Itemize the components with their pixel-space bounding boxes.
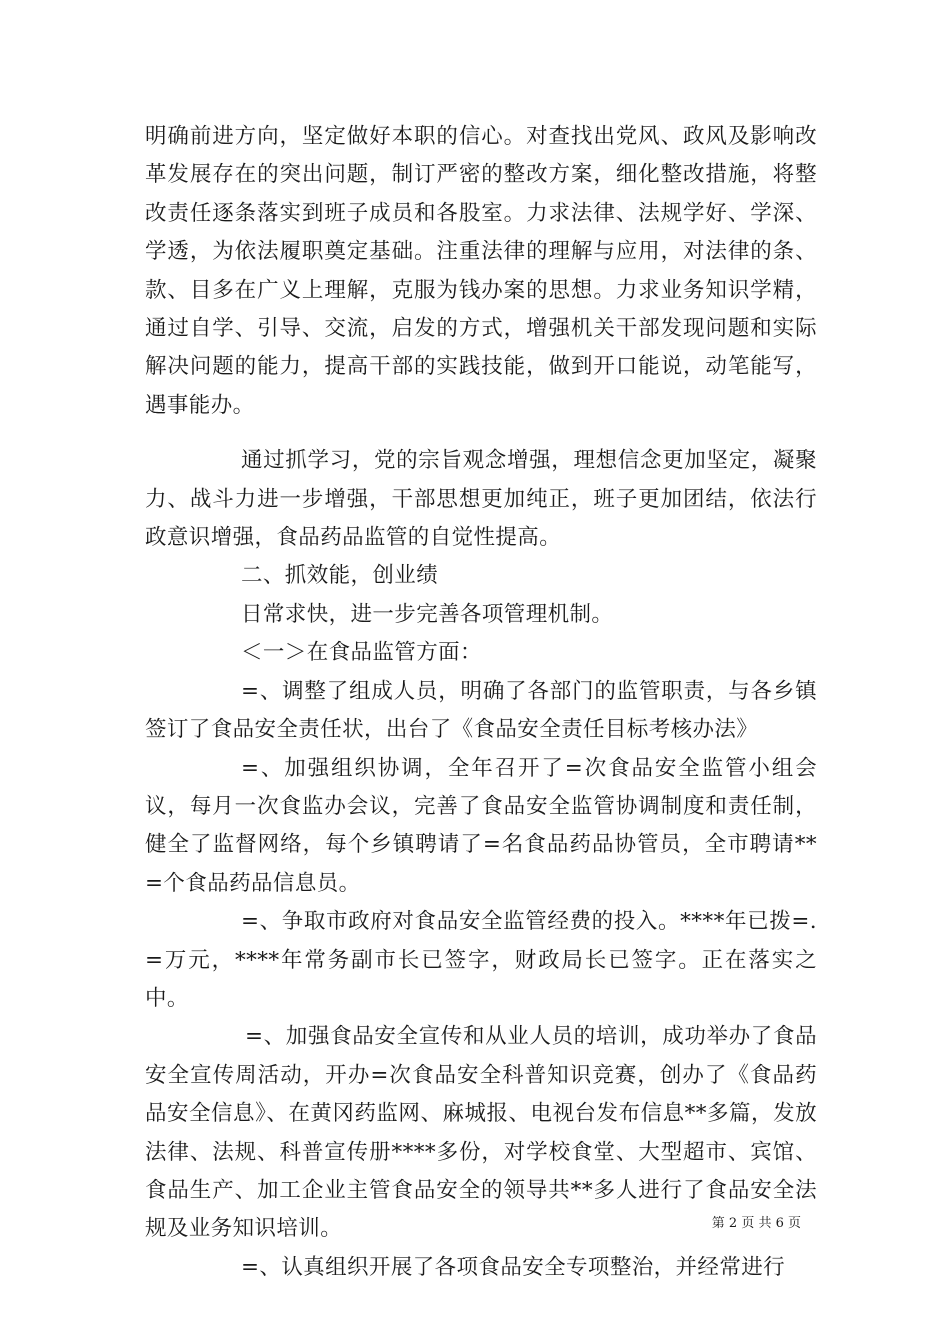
- list-item-publicity-training: =、加强食品安全宣传和从业人员的培训，成功举办了食品安全宣传周活动，开办=次食品安全科普知识竞赛，创办了《食品药品安全信息》、在黄冈药监网、麻城报、电视台发布信息**多篇，发放法律、法规、科普宣传册****多份，对学校食堂、大型超市、宾馆、食品生产、加工企业主管食品安全的领导共**多人进行了食品安全法规及业务知识培训。: [145, 1024, 817, 1242]
- page-number-footer: 第 2 页 共 6 页: [711, 1216, 801, 1231]
- subsection-heading-food-supervision: ＜一＞在食品监管方面：: [241, 640, 482, 666]
- section-heading-efficiency: 二、抓效能，创业绩: [241, 563, 439, 589]
- document-body: [145, 118, 817, 1287]
- list-item-coordination: =、加强组织协调，全年召开了=次食品安全监管小组会议，每月一次食监办会议，完善了食品安全监管协调制度和责任制，健全了监督网络，每个乡镇聘请了=名食品药品协管员，全市聘请**=个食品药品信息员。: [145, 755, 817, 896]
- paragraph-daily-management: 日常求快，进一步完善各项管理机制。: [241, 601, 614, 627]
- list-item-funding: =、争取市政府对食品安全监管经费的投入。****年已拨=.=万元，****年常务副市长已签字，财政局长已签字。正在落实之中。: [145, 909, 817, 1011]
- paragraph-study-results: 通过抓学习，党的宗旨观念增强，理想信念更加坚定，凝聚力、战斗力进一步增强，干部思想更加纯正，班子更加团结，依法行政意识增强，食品药品监管的自觉性提高。: [145, 448, 817, 551]
- list-item-special-rectification: =、认真组织开展了各项食品安全专项整治，并经常进行: [241, 1254, 786, 1280]
- paragraph-study-continuation: 明确前进方向，坚定做好本职的信心。对查找出党风、政风及影响改革发展存在的突出问题，制订严密的整改方案，细化整改措施，将整改责任逐条落实到班子成员和各股室。力求法律、法规学好、学深、学透，为依法履职奠定基础。注重法律的理解与应用，对法律的条、款、目多在广义上理解，克服为钱办案的思想。力求业务知识学精，通过自学、引导、交流，启发的方式，增强机关干部发现问题和实际解决问题的能力，提高干部的实践技能，做到开口能说，动笔能写，遇事能办。: [145, 124, 817, 418]
- list-item-personnel-adjustment: =、调整了组成人员，明确了各部门的监管职责，与各乡镇签订了食品安全责任状，出台了《食品安全责任目标考核办法》: [145, 678, 817, 743]
